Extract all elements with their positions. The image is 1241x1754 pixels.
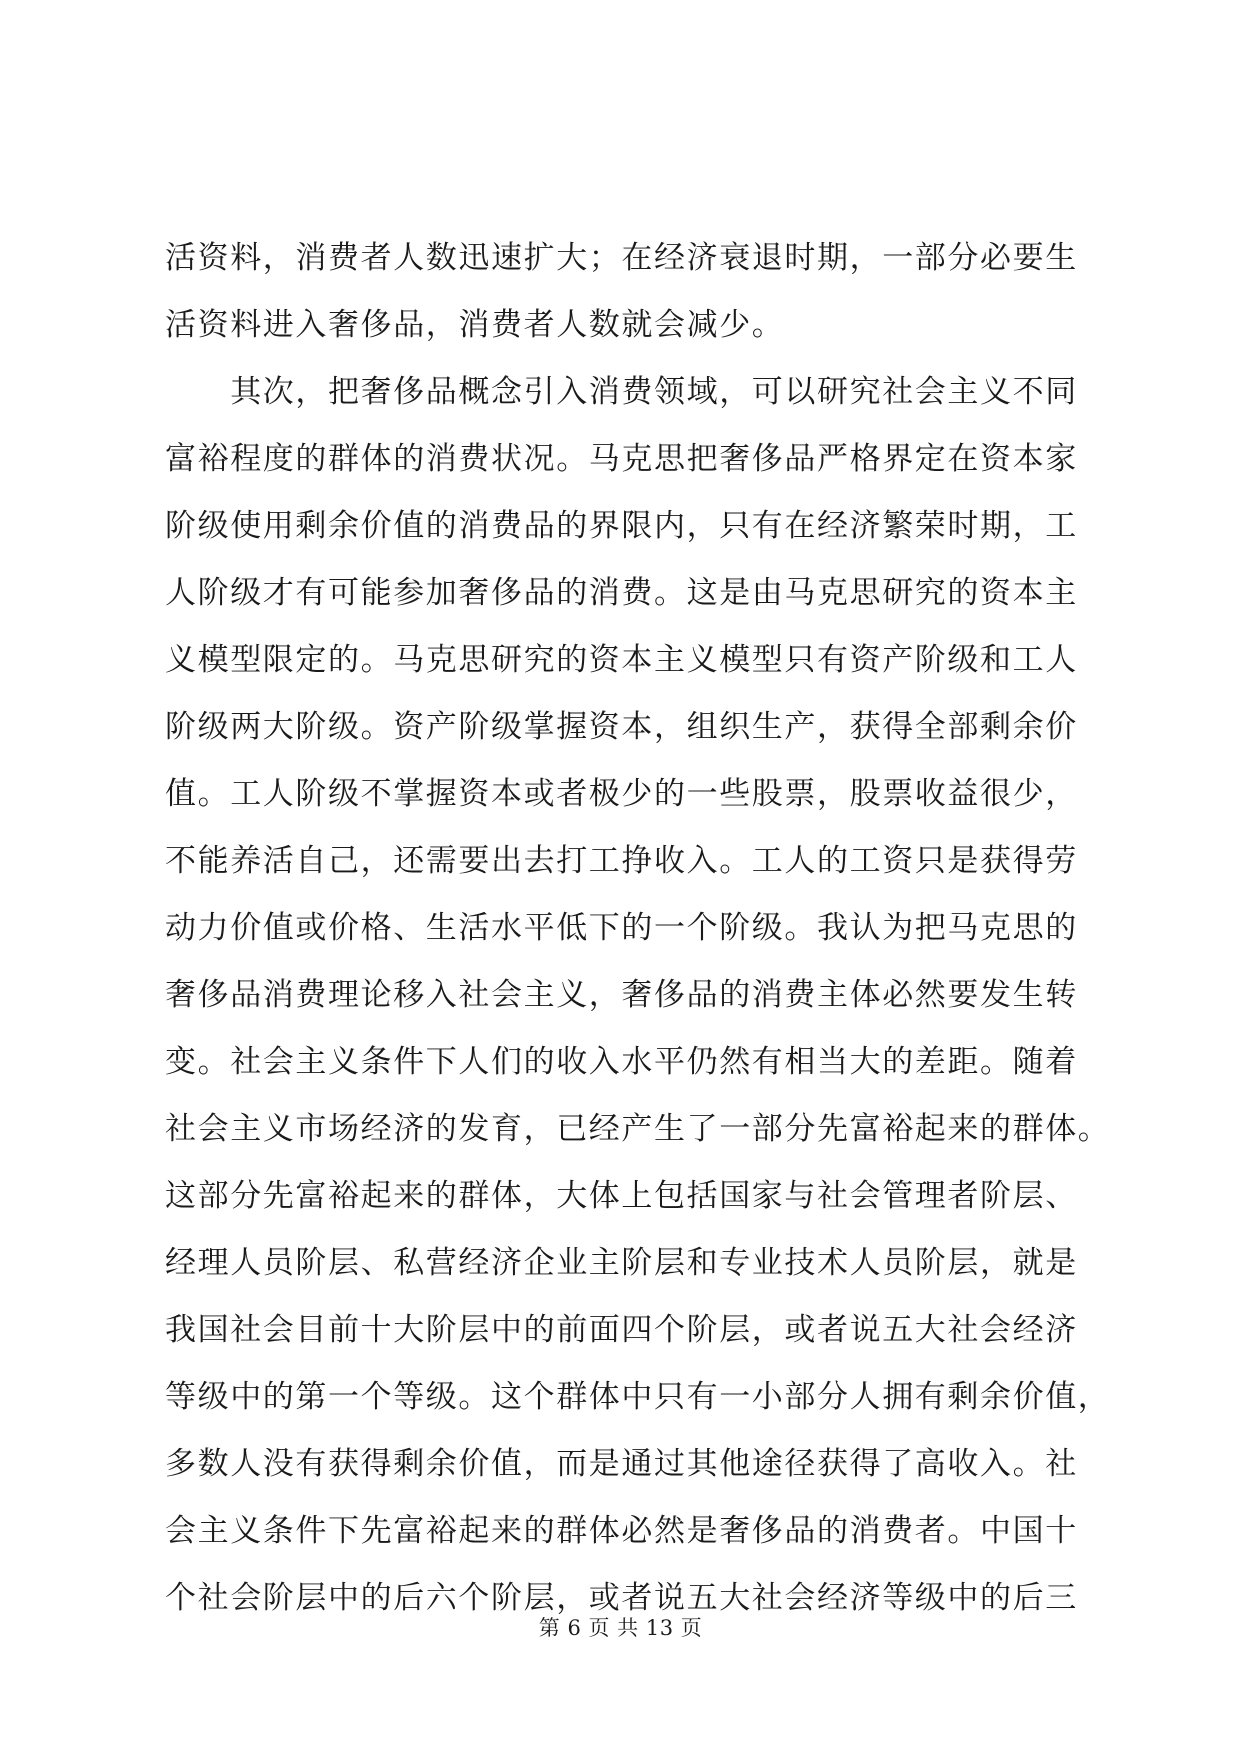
text-line-19: 多数人没有获得剩余价值，而是通过其他途径获得了高收入。社 xyxy=(165,1446,1078,1482)
text-line-13: 变。社会主义条件下人们的收入水平仍然有相当大的差距。随着 xyxy=(165,1044,1078,1080)
text-line-3: 其次，把奢侈品概念引入消费领域，可以研究社会主义不同 xyxy=(165,374,1078,410)
text-line-6: 人阶级才有可能参加奢侈品的消费。这是由马克思研究的资本主 xyxy=(165,575,1078,611)
text-line-11: 动力价值或价格、生活水平低下的一个阶级。我认为把马克思的 xyxy=(165,910,1078,946)
text-line-7: 义模型限定的。马克思研究的资本主义模型只有资产阶级和工人 xyxy=(165,642,1078,678)
body-text xyxy=(165,225,1111,1632)
text-line-18: 等级中的第一个等级。这个群体中只有一小部分人拥有剩余价值， xyxy=(165,1379,1111,1415)
text-line-10: 不能养活自己，还需要出去打工挣收入。工人的工资只是获得劳 xyxy=(165,843,1078,879)
text-line-21: 个社会阶层中的后六个阶层，或者说五大社会经济等级中的后三 xyxy=(165,1580,1078,1616)
text-line-4: 富裕程度的群体的消费状况。马克思把奢侈品严格界定在资本家 xyxy=(165,441,1078,477)
text-line-14: 社会主义市场经济的发育，已经产生了一部分先富裕起来的群体。 xyxy=(165,1111,1111,1147)
text-line-17: 我国社会目前十大阶层中的前面四个阶层，或者说五大社会经济 xyxy=(165,1312,1078,1348)
text-line-15: 这部分先富裕起来的群体，大体上包括国家与社会管理者阶层、 xyxy=(165,1178,1078,1214)
page-number-footer: 第 6 页 共 13 页 xyxy=(538,1616,703,1640)
text-line-12: 奢侈品消费理论移入社会主义，奢侈品的消费主体必然要发生转 xyxy=(165,977,1078,1013)
text-line-5: 阶级使用剩余价值的消费品的界限内，只有在经济繁荣时期，工 xyxy=(165,508,1078,544)
text-line-1: 活资料，消费者人数迅速扩大；在经济衰退时期，一部分必要生 xyxy=(165,240,1078,276)
text-line-2: 活资料进入奢侈品，消费者人数就会减少。 xyxy=(165,307,785,343)
text-line-16: 经理人员阶层、私营经济企业主阶层和专业技术人员阶层，就是 xyxy=(165,1245,1078,1281)
text-line-8: 阶级两大阶级。资产阶级掌握资本，组织生产，获得全部剩余价 xyxy=(165,709,1078,745)
text-line-20: 会主义条件下先富裕起来的群体必然是奢侈品的消费者。中国十 xyxy=(165,1513,1078,1549)
text-line-9: 值。工人阶级不掌握资本或者极少的一些股票，股票收益很少， xyxy=(165,776,1078,812)
